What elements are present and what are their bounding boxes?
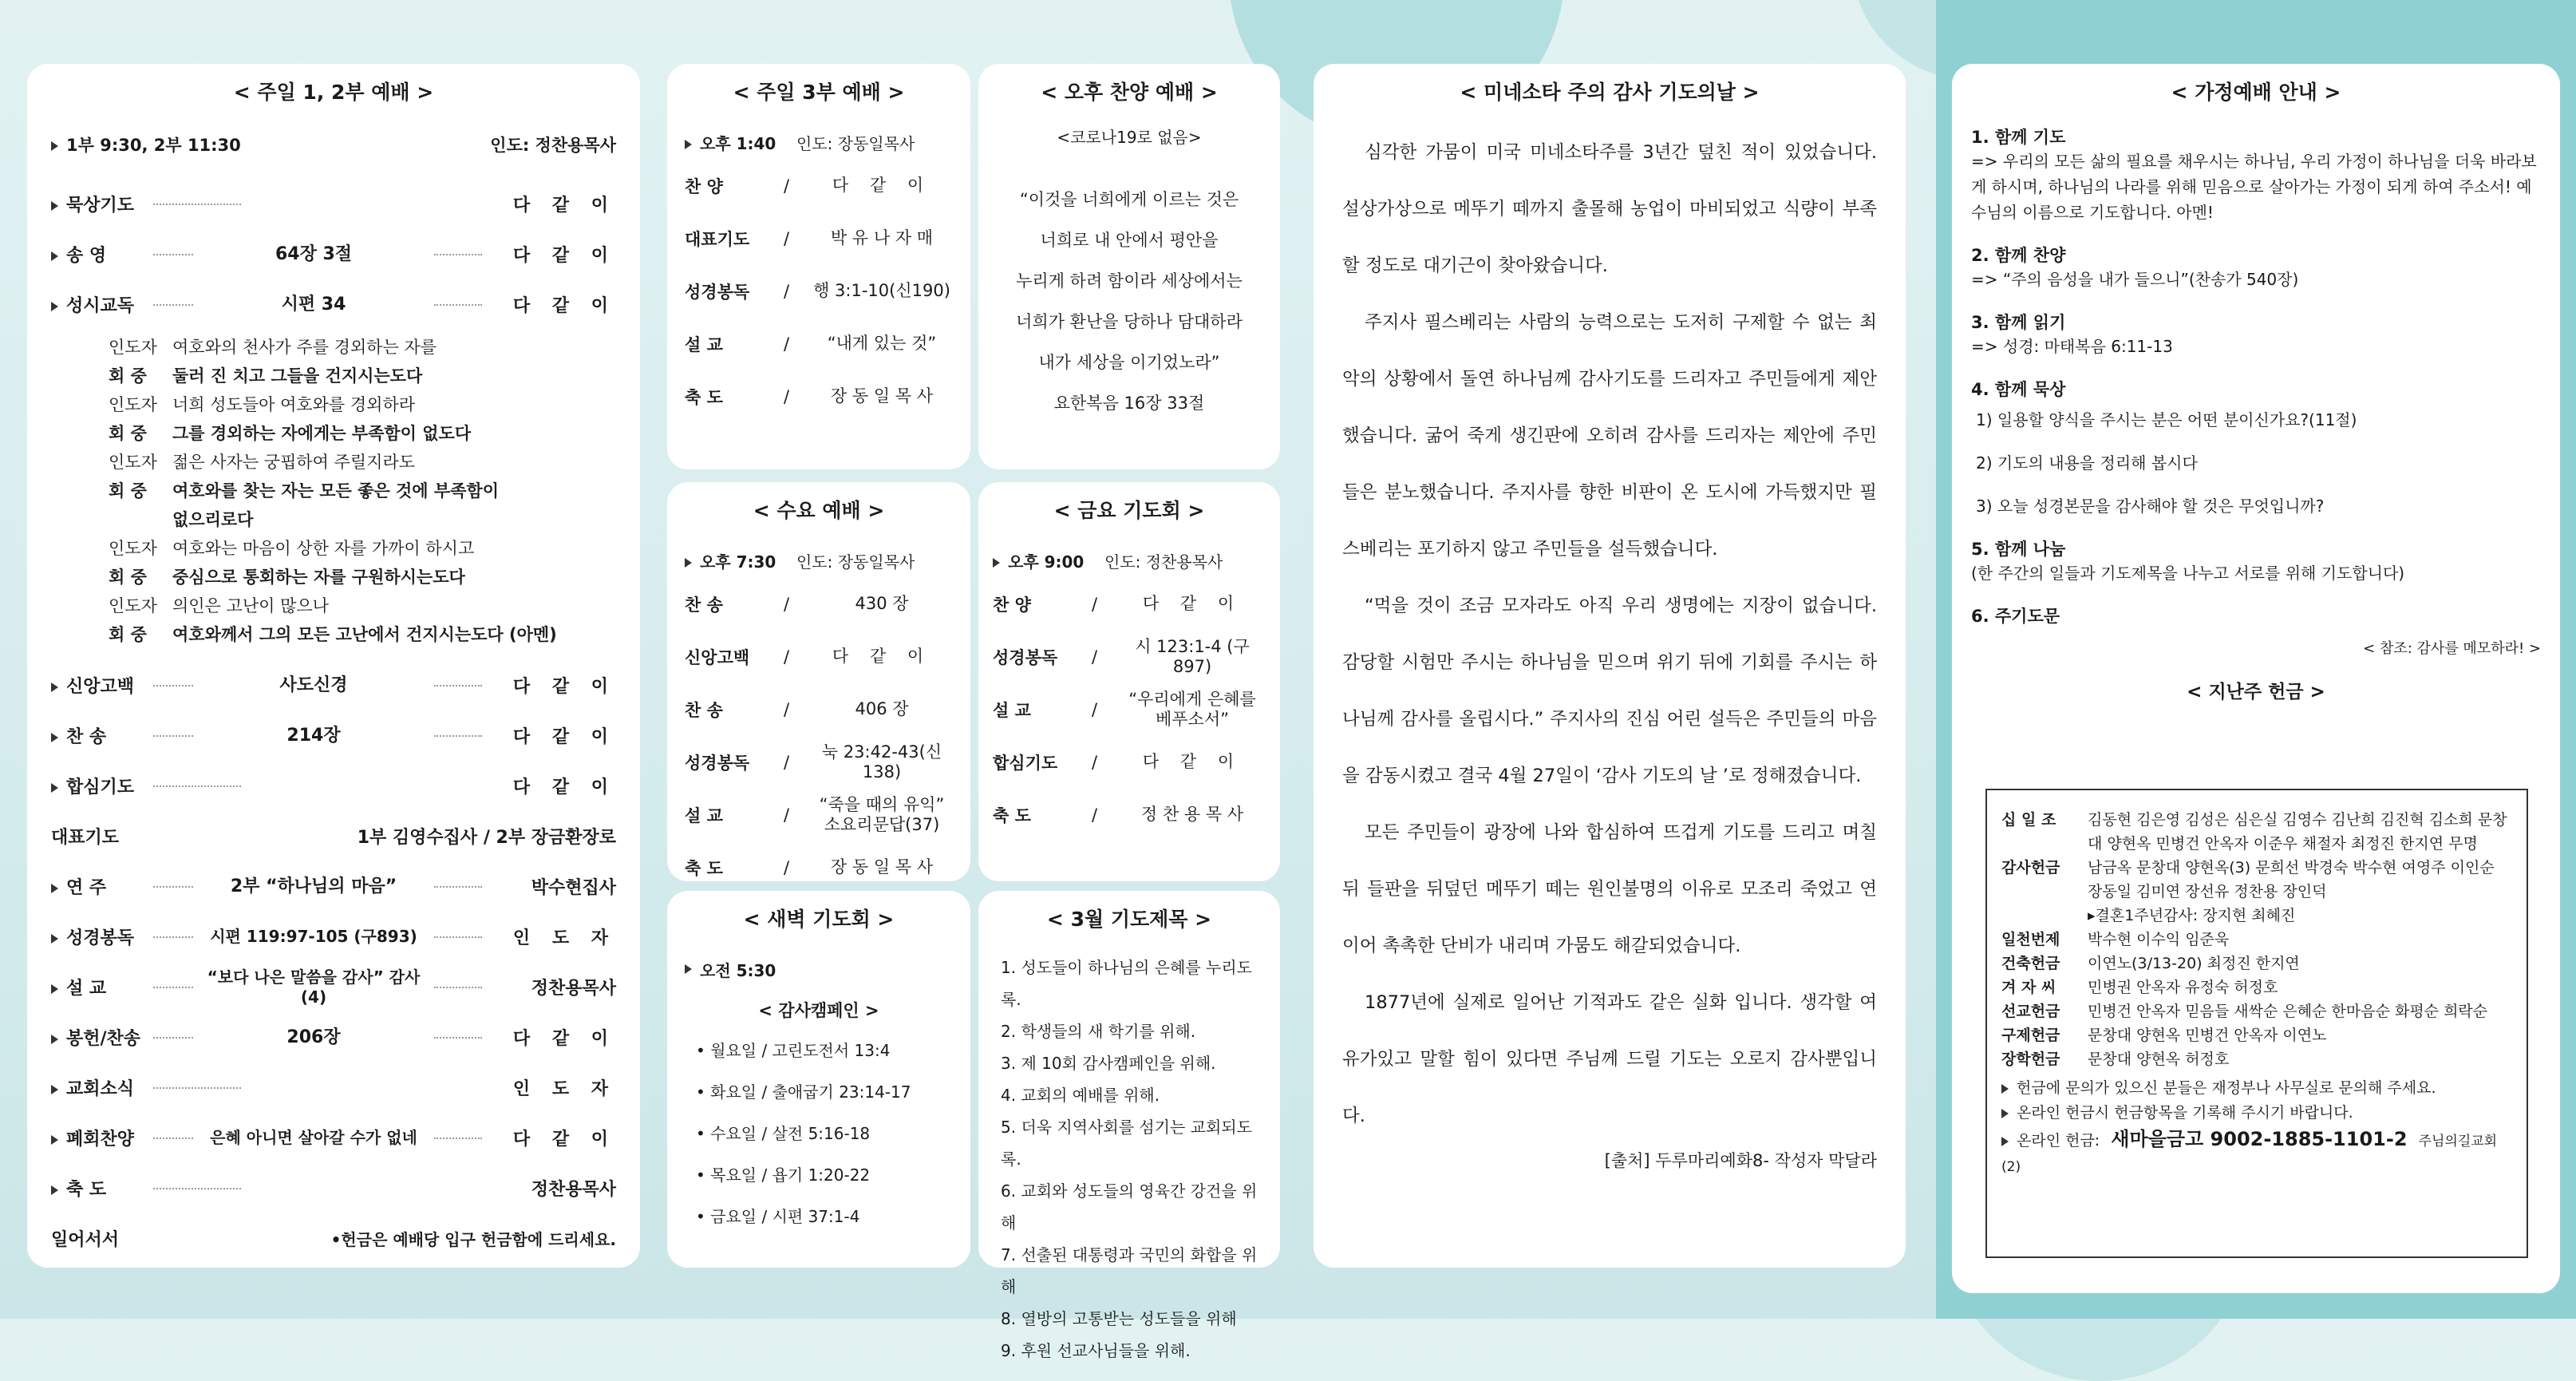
responsive-role: 인도자 bbox=[109, 395, 157, 414]
order-row bbox=[51, 1012, 616, 1062]
bullet-dot-icon: • bbox=[696, 1165, 711, 1185]
order-label: 성경봉독 bbox=[685, 754, 750, 773]
responsive-text: 여호와의 천사가 주를 경외하는 자를 bbox=[172, 338, 437, 357]
order-content: 시 123:1-4 (구897) bbox=[1135, 636, 1250, 676]
section-title: < 금요 기도회 > bbox=[1053, 499, 1205, 522]
prayer-topics-card bbox=[978, 891, 1280, 1360]
prayer-topic: 9. 후원 선교사님들을 위해. bbox=[1001, 1341, 1191, 1360]
order-label: 신앙고백 bbox=[685, 648, 750, 667]
responsive-role: 회 중 bbox=[109, 568, 147, 587]
order-label: 찬 양 bbox=[993, 596, 1031, 615]
bullet-icon bbox=[51, 251, 58, 261]
schedule-item: • 월요일 / 고린도전서 13:4 bbox=[696, 1041, 891, 1060]
order-content: 430 장 bbox=[855, 594, 909, 614]
bullet-icon bbox=[51, 733, 58, 742]
order-label: 합심기도 bbox=[51, 774, 147, 798]
order-content: 다 같 이 bbox=[1142, 594, 1243, 614]
order-label: 묵상기도 bbox=[51, 192, 147, 216]
offering-title: < 지난주 헌금 > bbox=[2187, 682, 2325, 702]
separator: / bbox=[784, 387, 790, 406]
order-content: 시편 34 bbox=[281, 294, 346, 315]
offering-label: 건축헌금 bbox=[2001, 955, 2060, 972]
service-time: 오후 7:30 bbox=[700, 552, 776, 572]
story-source: [출처] 두루마리예화8- 작성자 막달라 bbox=[1604, 1151, 1877, 1170]
dotted-leader bbox=[153, 254, 193, 255]
bullet-icon bbox=[51, 1085, 58, 1094]
order-content: 다 같 이 bbox=[832, 647, 932, 667]
responsive-role: 회 중 bbox=[109, 366, 147, 386]
separator: / bbox=[1092, 595, 1098, 614]
dotted-leader bbox=[434, 685, 482, 687]
dotted-leader bbox=[153, 204, 241, 205]
bullet-arrow-icon bbox=[2001, 1084, 2009, 1094]
bullet-icon bbox=[51, 783, 58, 793]
story-paragraph: 1877년에 실제로 일어난 기적과도 같은 실화 입니다. 생각할 여유가있고 말할 힘이 있다면 주님께 드릴 기도는 오로지 감사뿐입니다. bbox=[1342, 992, 1877, 1126]
bullet-arrow-icon bbox=[51, 141, 58, 151]
order-content: 206장 bbox=[286, 1027, 341, 1047]
order-right: 다 같 이 bbox=[512, 1029, 616, 1049]
order-content: “죽을 때의 유익” 소요리문답(37) bbox=[819, 794, 945, 834]
dotted-leader bbox=[153, 936, 193, 938]
order-content: 사도신경 bbox=[279, 675, 348, 695]
order-content: 214장 bbox=[286, 725, 341, 746]
order-content: 행 3:1-10(신190) bbox=[813, 281, 950, 301]
offering-names: 남금옥 문창대 양현옥(3) 문희선 박경숙 박수현 여영주 이인순 장동일 김미연 장선유 정찬용 장인덕 bbox=[2088, 859, 2495, 900]
prayer-topic: 3. 제 10회 감사캠페인을 위해. bbox=[1001, 1054, 1216, 1073]
order-label: 축 도 bbox=[51, 1176, 147, 1201]
order-row bbox=[685, 212, 953, 265]
responsive-role: 인도자 bbox=[109, 539, 157, 558]
quote-line: 누리게 하려 함이라 세상에서는 bbox=[1016, 271, 1243, 291]
order-right: 인 도 자 bbox=[512, 928, 616, 948]
dotted-leader bbox=[153, 987, 193, 988]
prayer-topic: 5. 더욱 지역사회를 섬기는 교회되도록. bbox=[1001, 1118, 1252, 1169]
order-row bbox=[993, 578, 1266, 631]
responsive-line bbox=[51, 534, 616, 563]
section-title: < 주일 1, 2부 예배 > bbox=[233, 81, 434, 104]
order-label: 송 영 bbox=[51, 242, 147, 267]
bullet-icon bbox=[51, 884, 58, 893]
responsive-role: 인도자 bbox=[109, 596, 157, 615]
order-label: 설 교 bbox=[51, 975, 147, 999]
order-row bbox=[993, 631, 1266, 683]
offering-row bbox=[2001, 1023, 2512, 1047]
order-row bbox=[51, 710, 616, 761]
section-heading: 2. 함께 찬양 bbox=[1971, 246, 2066, 265]
section-title: < 새벽 기도회 > bbox=[743, 908, 895, 931]
bullet-dot-icon: • bbox=[696, 1124, 711, 1143]
order-label: 찬 송 bbox=[685, 596, 723, 615]
order-label: 대표기도 bbox=[51, 828, 120, 848]
memo-note: < 참조: 감사를 메모하라! > bbox=[2363, 640, 2541, 657]
order-label: 봉헌/찬송 bbox=[51, 1025, 147, 1050]
order-row bbox=[685, 683, 953, 736]
section-heading: 6. 주기도문 bbox=[1971, 607, 2060, 626]
offering-row bbox=[2001, 928, 2512, 952]
prayer-topic: 8. 열방의 고통받는 성도들을 위해 bbox=[1001, 1309, 1237, 1328]
section-line: 2) 기도의 내용을 정리해 봅시다 bbox=[1976, 453, 2198, 473]
order-content: “내게 있는 것” bbox=[827, 334, 937, 354]
offering-note: 헌금에 문의가 있으신 분들은 재정부나 사무실로 문의해 주세요. bbox=[2001, 1076, 2512, 1101]
bullet-arrow-icon bbox=[685, 140, 692, 149]
bullet-icon bbox=[51, 683, 58, 692]
quote-line: 내가 세상을 이기었노라” bbox=[1038, 353, 1220, 372]
dotted-leader bbox=[434, 735, 482, 737]
responsive-role: 회 중 bbox=[109, 481, 147, 501]
responsive-text: 없으리로다 bbox=[172, 510, 254, 529]
section-heading: 1. 함께 기도 bbox=[1971, 128, 2066, 147]
dotted-leader bbox=[153, 785, 241, 787]
bullet-arrow-icon bbox=[2001, 1109, 2009, 1118]
prayer-topic: 2. 학생들의 새 학기를 위해. bbox=[1001, 1022, 1196, 1041]
separator: / bbox=[1092, 753, 1098, 772]
order-row bbox=[685, 370, 953, 423]
order-row bbox=[51, 1163, 616, 1213]
order-row bbox=[51, 761, 616, 811]
order-content: 64장 3절 bbox=[275, 243, 353, 264]
separator: / bbox=[784, 334, 790, 354]
separator: / bbox=[784, 753, 790, 772]
offering-names: 김동현 김은영 김성은 심은실 김영수 김난희 김진혁 김소희 문창대 양현옥 민병건 안옥자 이준우 채절자 최정진 한지연 무명 bbox=[2088, 811, 2507, 853]
responsive-line bbox=[51, 448, 616, 477]
responsive-line bbox=[51, 563, 616, 592]
offering-names: 이연노(3/13-20) 최정진 한지연 bbox=[2088, 955, 2300, 972]
responsive-role: 인도자 bbox=[109, 453, 157, 472]
order-row bbox=[685, 318, 953, 370]
separator: / bbox=[784, 805, 790, 825]
section-line: => 우리의 모든 삶의 필요를 채우시는 하나님, 우리 가정이 하나님을 더욱 바라보게 하시며, 하나님의 나라를 위해 믿음으로 살아가는 가정이 되게 하여 주소서! 예수님의 이름으로 기도합니다. 아멘! bbox=[1971, 152, 2537, 222]
order-label: 성경봉독 bbox=[685, 283, 750, 302]
offering-label: 감사헌금 bbox=[2001, 859, 2060, 876]
offering-row bbox=[2001, 952, 2512, 975]
separator: / bbox=[1092, 805, 1098, 825]
separator: / bbox=[784, 176, 790, 196]
dotted-leader bbox=[153, 735, 193, 737]
offering-row bbox=[2001, 808, 2512, 856]
responsive-text: 여호와께서 그의 모든 고난에서 건지시는도다 (아멘) bbox=[172, 625, 557, 644]
order-row bbox=[685, 789, 953, 841]
story-paragraph: 심각한 가뭄이 미국 미네소타주를 3년간 덮친 적이 있었습니다. 설상가상으로 메뚜기 떼까지 출몰해 농업이 마비되었고 식량이 부족할 정도로 대기근이 찾아왔습니다. bbox=[1342, 142, 1877, 276]
offering-row bbox=[2001, 1047, 2512, 1071]
account-number: 새마을금고 9002-1885-1101-2 bbox=[2111, 1128, 2408, 1150]
friday-prayer-card bbox=[978, 482, 1280, 881]
bullet-icon bbox=[51, 934, 58, 944]
offering-label: 선교헌금 bbox=[2001, 1003, 2060, 1020]
separator: / bbox=[1092, 647, 1098, 667]
order-content: 정 찬 용 목 사 bbox=[1140, 805, 1244, 825]
order-right: 인 도 자 bbox=[512, 1079, 616, 1099]
bullet-icon bbox=[51, 201, 58, 211]
order-right: 다 같 이 bbox=[512, 677, 616, 697]
dotted-leader bbox=[153, 1037, 193, 1039]
bullet-icon bbox=[51, 1035, 58, 1044]
service-time: 오전 5:30 bbox=[700, 960, 776, 980]
order-label: 교회소식 bbox=[51, 1075, 147, 1100]
separator: / bbox=[784, 282, 790, 301]
order-label: 신앙고백 bbox=[51, 673, 147, 698]
section-line: 1) 일용할 양식을 주시는 분은 어떤 분이신가요?(11절) bbox=[1976, 410, 2357, 429]
order-right: 다 같 이 bbox=[512, 778, 616, 797]
responsive-role: 회 중 bbox=[109, 625, 147, 644]
order-right: 정찬용목사 bbox=[531, 1180, 616, 1200]
order-content: “보다 나은 말씀을 감사” 감사(4) bbox=[207, 967, 421, 1007]
section-title: < 미네소타 주의 감사 기도의날 > bbox=[1460, 81, 1760, 104]
order-label: 축 도 bbox=[685, 388, 723, 407]
dotted-leader bbox=[153, 685, 193, 687]
service-leader: 인도: 장동일목사 bbox=[796, 552, 915, 572]
responsive-text: 둘러 진 치고 그들을 건지시는도다 bbox=[172, 366, 423, 386]
order-row bbox=[51, 1113, 616, 1163]
responsive-line bbox=[51, 477, 616, 505]
service-time: 오후 9:00 bbox=[1008, 552, 1085, 572]
separator: / bbox=[784, 595, 790, 614]
story-paragraph: “먹을 것이 조금 모자라도 아직 우리 생명에는 지장이 없습니다. 감당할 시험만 주시는 하나님을 믿으며 위기 뒤에 기회를 주시는 하나님께 감사를 올립시다.” 주지사의 진심 어린 설득은 주민들의 마음을 감동시켰고 결국 4월 27일이 ‘감사 기도의 날 ’로 정해졌습니다. bbox=[1342, 596, 1877, 786]
responsive-text: 그를 경외하는 자에게는 부족함이 없도다 bbox=[172, 424, 472, 443]
wednesday-service-card bbox=[667, 482, 970, 881]
story-card bbox=[1314, 64, 1906, 1268]
order-content: 장 동 일 목 사 bbox=[830, 386, 934, 406]
quote-line: 너희가 환난을 당하나 담대하라 bbox=[1016, 312, 1243, 331]
offering-label: 겨 자 씨 bbox=[2001, 979, 2056, 996]
order-row bbox=[993, 789, 1266, 841]
quote-line: 너희로 내 안에서 평안을 bbox=[1040, 231, 1219, 250]
bible-reference: 요한복음 16장 33절 bbox=[1053, 394, 1205, 413]
schedule-item: • 금요일 / 시편 37:1-4 bbox=[696, 1207, 860, 1226]
schedule-item: • 수요일 / 살전 5:16-18 bbox=[696, 1124, 871, 1143]
dotted-leader bbox=[153, 1188, 241, 1189]
responsive-line bbox=[51, 390, 616, 419]
offering-note: •헌금은 예배당 입구 헌금함에 드리세요. bbox=[330, 1230, 616, 1249]
responsive-text: 여호와는 마음이 상한 자를 가까이 하시고 bbox=[172, 539, 475, 558]
responsive-text: 여호와를 찾는 자는 모든 좋은 것에 부족함이 bbox=[172, 481, 500, 501]
responsive-text: 젊은 사자는 궁핍하여 주릴지라도 bbox=[172, 453, 416, 472]
section-heading: 3. 함께 읽기 bbox=[1971, 313, 2066, 332]
order-label: 폐회찬양 bbox=[51, 1126, 147, 1150]
order-row bbox=[685, 631, 953, 683]
order-right: 1부 김영수집사 / 2부 장금환장로 bbox=[357, 828, 616, 848]
bullet-arrow-icon bbox=[993, 558, 1000, 568]
quote-line: “이것을 너희에게 이르는 것은 bbox=[1019, 190, 1239, 209]
offering-row bbox=[2001, 904, 2512, 928]
section-line: 3) 오늘 성경본문을 감사해야 할 것은 무엇입니까? bbox=[1976, 497, 2325, 516]
offering-label: 장학헌금 bbox=[2001, 1051, 2060, 1068]
dotted-leader bbox=[434, 936, 482, 938]
order-content: 다 같 이 bbox=[1142, 752, 1243, 772]
order-label: 설 교 bbox=[685, 335, 723, 354]
order-row bbox=[51, 1062, 616, 1113]
order-row bbox=[51, 861, 616, 912]
responsive-line bbox=[51, 419, 616, 448]
prayer-topic: 7. 선출된 대통령과 국민의 화합을 위해 bbox=[1001, 1245, 1258, 1296]
responsive-line bbox=[51, 505, 616, 534]
praise-service-card bbox=[978, 64, 1280, 469]
order-right: 다 같 이 bbox=[512, 246, 616, 266]
order-right: 다 같 이 bbox=[512, 196, 616, 216]
responsive-text: 의인은 고난이 많으나 bbox=[172, 596, 329, 615]
bullet-arrow-icon bbox=[685, 964, 692, 974]
bullet-arrow-icon bbox=[2001, 1137, 2009, 1146]
section-title: < 수요 예배 > bbox=[753, 499, 885, 522]
section-title: < 가정예배 안내 > bbox=[2171, 81, 2341, 104]
bullet-icon bbox=[51, 1185, 58, 1195]
story-paragraph: 모든 주민들이 광장에 나와 합심하여 뜨겁게 기도를 드리고 며칠 뒤 들판을 뒤덮던 메뚜기 떼는 원인불명의 이유로 모조리 죽었고 연이어 촉촉한 단비가 내리며 가뭄도 해갈되었습니다. bbox=[1342, 822, 1877, 956]
offering-names: 박수현 이수익 임준욱 bbox=[2088, 931, 2230, 948]
offering-names: 문창대 양현옥 민병건 안옥자 이연노 bbox=[2088, 1027, 2327, 1044]
dotted-leader bbox=[434, 1037, 482, 1039]
offering-label: 일천번제 bbox=[2001, 931, 2060, 948]
separator: / bbox=[784, 229, 790, 248]
order-row bbox=[51, 179, 616, 229]
offering-label bbox=[2001, 904, 2088, 928]
section-title: < 3월 기도제목 > bbox=[1046, 908, 1212, 931]
offering-names: ▸결혼1주년감사: 장지현 최혜진 bbox=[2088, 907, 2296, 924]
order-label: 축 도 bbox=[993, 806, 1031, 825]
section-heading: 4. 함께 묵상 bbox=[1971, 380, 2066, 399]
service-time: 오후 1:40 bbox=[700, 133, 776, 153]
section-title: < 오후 찬양 예배 > bbox=[1041, 81, 1218, 104]
order-right: 박수현집사 bbox=[531, 878, 616, 898]
dotted-leader bbox=[153, 304, 193, 306]
dotted-leader bbox=[153, 886, 193, 888]
order-content: 은혜 아니면 살아갈 수가 없네 bbox=[210, 1128, 417, 1147]
order-right: 다 같 이 bbox=[512, 1130, 616, 1150]
dotted-leader bbox=[434, 886, 482, 888]
order-content: 눅 23:42-43(신138) bbox=[821, 742, 942, 782]
prayer-topic: 1. 성도들이 하나님의 은혜를 누리도록. bbox=[1001, 958, 1252, 1009]
order-content: 박 유 나 자 매 bbox=[830, 228, 934, 248]
order-content: 다 같 이 bbox=[832, 176, 932, 196]
order-row bbox=[685, 841, 953, 894]
story-paragraph: 주지사 필스베리는 사람의 능력으로는 도저히 구제할 수 없는 최악의 상황에서 돌연 하나님께 감사기도를 드리자고 주민들에게 제안했습니다. 굶어 죽게 생긴판에 오히려 감사를 드리자는 제안에 주민들은 분노했습니다. 주지사를 향한 비판이 온 도시에 가득했지만 필스베리는 포기하지 않고 주민들을 설득했습니다. bbox=[1342, 312, 1877, 560]
order-content: “우리에게 은혜를 베푸소서” bbox=[1128, 689, 1256, 729]
section-line: (한 주간의 일들과 기도제목을 나누고 서로를 위해 기도합니다) bbox=[1971, 564, 2405, 583]
responsive-text: 너희 성도들아 여호와를 경외하라 bbox=[172, 395, 416, 414]
order-content: 장 동 일 목 사 bbox=[830, 857, 934, 877]
service-note: <코로나19로 없음> bbox=[1057, 128, 1202, 147]
third-service-card bbox=[667, 64, 970, 469]
account-owner: 주님의길교회(2) bbox=[2001, 1134, 2498, 1175]
order-label: 성경봉독 bbox=[993, 648, 1058, 667]
offering-names: 민병건 안옥자 믿음들 새싹순 은혜순 한마음순 화평순 희락순 bbox=[2088, 1003, 2488, 1020]
order-content: 406 장 bbox=[855, 699, 909, 719]
offering-row bbox=[2001, 975, 2512, 999]
dotted-leader bbox=[434, 1138, 482, 1139]
order-row bbox=[51, 912, 616, 962]
schedule-item: • 목요일 / 욥기 1:20-22 bbox=[696, 1165, 871, 1185]
order-label: 설 교 bbox=[993, 701, 1031, 720]
order-right: 정찬용목사 bbox=[531, 979, 616, 999]
responsive-role: 인도자 bbox=[109, 338, 157, 357]
bullet-icon bbox=[51, 1135, 58, 1145]
dotted-leader bbox=[434, 987, 482, 988]
service-leader: 인도: 정찬용목사 bbox=[490, 136, 616, 155]
order-right: 다 같 이 bbox=[512, 727, 616, 747]
order-right: 다 같 이 bbox=[512, 296, 616, 316]
order-label: 합심기도 bbox=[993, 754, 1058, 773]
order-label: 찬 양 bbox=[685, 177, 723, 196]
separator: / bbox=[1092, 700, 1098, 719]
order-row bbox=[685, 736, 953, 789]
responsive-line bbox=[51, 592, 616, 620]
offering-names: 문창대 양현옥 허정호 bbox=[2088, 1051, 2230, 1068]
campaign-title: < 감사캠페인 > bbox=[758, 1001, 879, 1020]
bullet-arrow-icon bbox=[685, 558, 692, 568]
order-row bbox=[993, 736, 1266, 789]
order-row bbox=[993, 683, 1266, 736]
prayer-topic: 6. 교회와 성도들의 영육간 강건을 위해 bbox=[1001, 1181, 1258, 1233]
order-content: 2부 “하나님의 마음” bbox=[230, 876, 397, 896]
order-label: 연 주 bbox=[51, 874, 147, 899]
offering-row bbox=[2001, 999, 2512, 1023]
responsive-line bbox=[51, 362, 616, 390]
offering-label: 구제헌금 bbox=[2001, 1027, 2060, 1044]
dotted-leader bbox=[153, 1087, 241, 1089]
order-row bbox=[51, 962, 616, 1012]
order-label: 축 도 bbox=[685, 859, 723, 878]
bullet-dot-icon: • bbox=[696, 1082, 711, 1102]
service-leader: 인도: 정찬용목사 bbox=[1104, 552, 1223, 572]
offering-row bbox=[2001, 856, 2512, 904]
offering-box bbox=[1985, 789, 2528, 1258]
order-label: 설 교 bbox=[685, 806, 723, 825]
separator: / bbox=[784, 700, 790, 719]
prayer-topic: 4. 교회의 예배를 위해. bbox=[1001, 1086, 1160, 1105]
section-heading: 5. 함께 나눔 bbox=[1971, 540, 2066, 559]
dawn-prayer-card bbox=[667, 891, 970, 1268]
sunday-service-card bbox=[27, 64, 640, 1268]
dotted-leader bbox=[434, 254, 482, 255]
order-row bbox=[685, 160, 953, 212]
service-time: 1부 9:30, 2부 11:30 bbox=[66, 136, 241, 155]
bullet-dot-icon: • bbox=[696, 1207, 711, 1226]
section-line: => 성경: 마태복음 6:11-13 bbox=[1971, 337, 2173, 356]
separator: / bbox=[784, 858, 790, 877]
offering-names: 민병권 안옥자 유정숙 허정호 bbox=[2088, 979, 2278, 996]
order-row bbox=[685, 265, 953, 318]
order-content: 시편 119:97-105 (구893) bbox=[210, 927, 417, 946]
offering-note: 온라인 헌금시 헌금항목을 기록해 주시기 바랍니다. bbox=[2001, 1101, 2512, 1126]
section-line: => “주의 음성을 내가 들으니”(찬송가 540장) bbox=[1971, 270, 2299, 289]
schedule-item: • 화요일 / 출애굽기 23:14-17 bbox=[696, 1082, 911, 1102]
order-row bbox=[51, 660, 616, 710]
section-title: < 주일 3부 예배 > bbox=[733, 81, 905, 104]
dotted-leader bbox=[153, 1138, 193, 1139]
order-row bbox=[685, 578, 953, 631]
responsive-role: 회 중 bbox=[109, 424, 147, 443]
bullet-icon bbox=[51, 302, 58, 311]
responsive-line bbox=[51, 620, 616, 649]
order-row bbox=[51, 279, 616, 330]
order-row bbox=[51, 229, 616, 279]
order-label: 찬 송 bbox=[685, 701, 723, 720]
order-label: 성시교독 bbox=[51, 292, 147, 317]
online-offering: 온라인 헌금: 새마을금고 9002-1885-1101-2 주님의길교회(2) bbox=[2001, 1128, 2498, 1175]
bullet-dot-icon: • bbox=[696, 1041, 711, 1060]
separator: / bbox=[784, 647, 790, 667]
responsive-text: 중심으로 통회하는 자를 구원하시는도다 bbox=[172, 568, 465, 587]
order-label: 성경봉독 bbox=[51, 924, 147, 949]
order-label: 일어서서 bbox=[51, 1230, 120, 1250]
responsive-line bbox=[51, 333, 616, 362]
bullet-icon bbox=[51, 984, 58, 994]
order-label: 찬 송 bbox=[51, 723, 147, 748]
dotted-leader bbox=[434, 304, 482, 306]
order-label: 대표기도 bbox=[685, 230, 750, 249]
offering-label: 십 일 조 bbox=[2001, 811, 2056, 829]
service-leader: 인도: 장동일목사 bbox=[796, 133, 915, 153]
